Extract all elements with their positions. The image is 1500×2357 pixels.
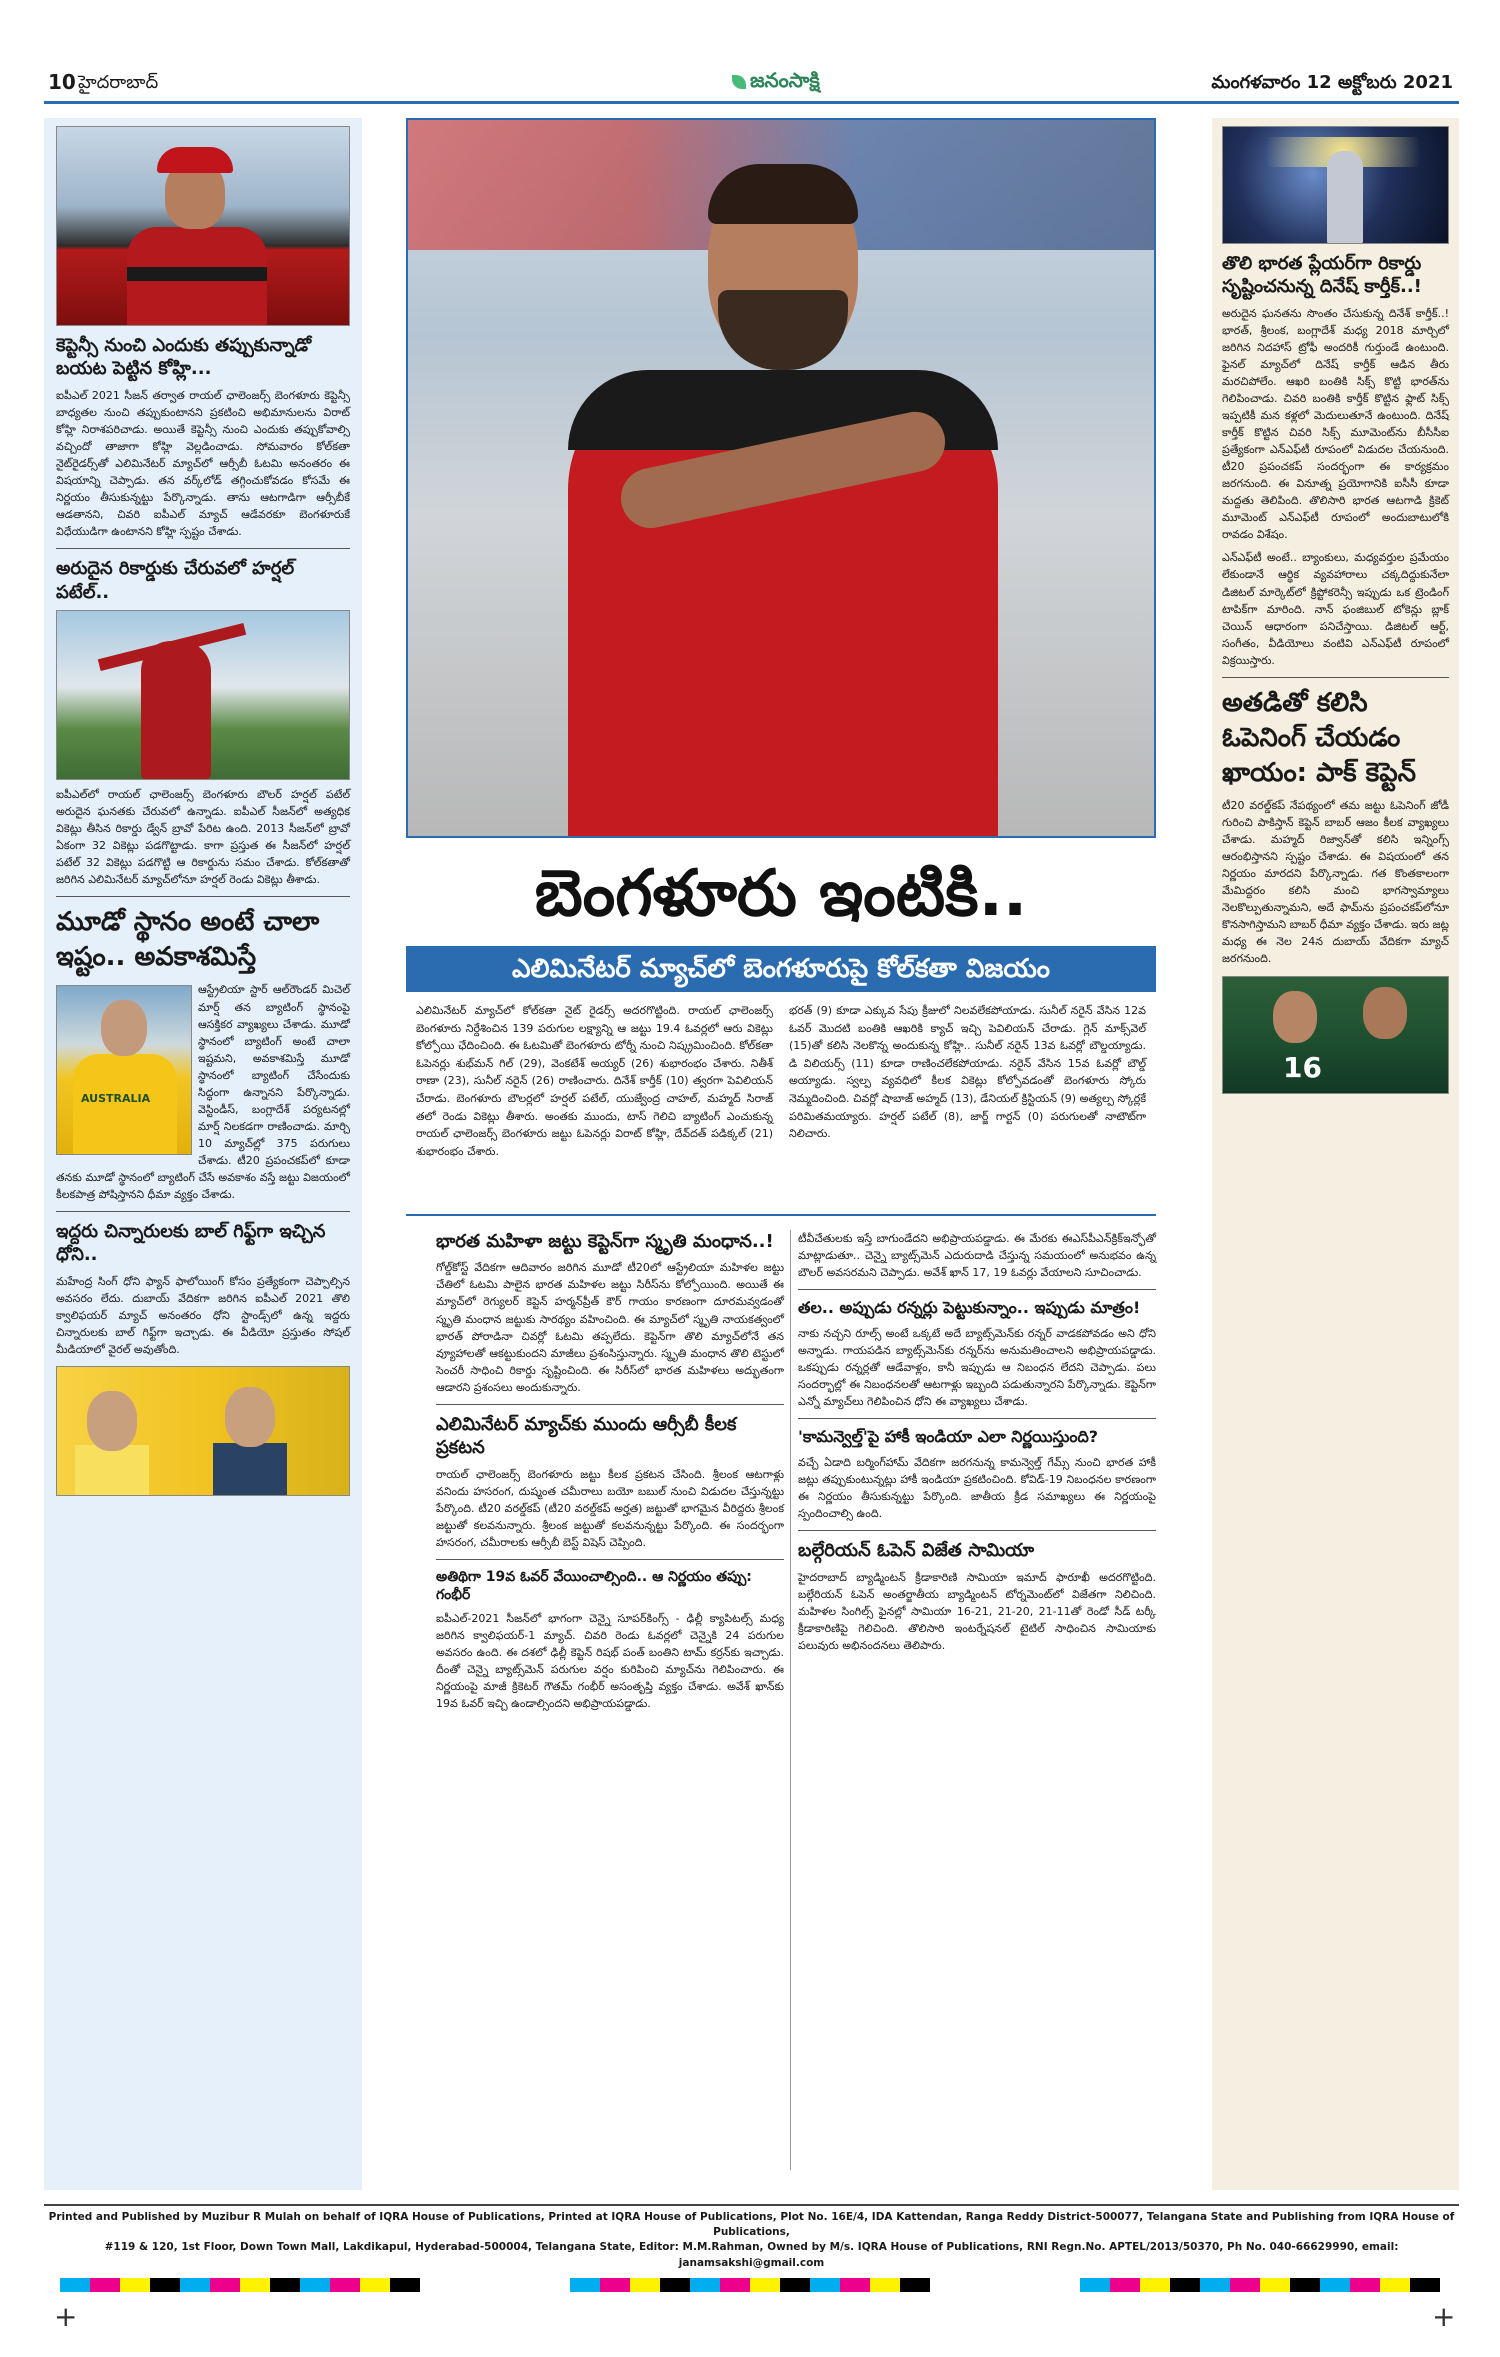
middle-left-column xyxy=(436,1230,784,2190)
harshal-article: ఐపీఎల్‌లో రాయల్ ఛాలెంజర్స్ బెంగళూరు బౌలర్ హర్షల్ పటేల్ అరుదైన ఘనతకు చేరువలో ఉన్నాడు. ఐపీఎల్ సీజన్‌లో అత్యధిక వికెట్లు తీసిన రికార్డు డ్వేన్ బ్రావో పేరిట ఉంది. 2013 సీజన్‌లో బ్రావో ఏకంగా 32 వికెట్లు పడగొట్టాడు. కాగా ప్రస్తుత ఈ సీజన్‌లో హర్షల్ పటేల్ 32 వికెట్లు పడగొట్టి ఆ రికార్డును సమం చేశాడు. కోల్‌కతాతో జరిగిన ఎలిమినేటర్ మ్యాచ్‌లోనూ హర్షల్ రెండు వికెట్లు తీశాడు. xyxy=(56,787,350,887)
imprint-line-1: Printed and Published by Muzibur R Mulah on behalf of IQRA House of Publications, Printed at IQRA House of Publications, Plot No. 16E/4, IDA Kattendan, Ranga Reddy District-500077, Telangana State and Publishing from IQRA House of Publications, xyxy=(48,2211,1455,2239)
edition-date: మంగళవారం 12 అక్టోబరు 2021 xyxy=(1211,72,1453,93)
divider xyxy=(436,1559,784,1560)
crop-mark-icon: + xyxy=(54,2300,78,2333)
kohli-photo xyxy=(56,126,350,326)
rules-article: నాకు నచ్చని రూల్స్ అంటే ఒక్కటే అదే బ్యాట్స్‌మెన్‌కు రన్నర్ వాడకపోవడం అని ధోని అన్నాడు. గాయపడిన బ్యాట్స్‌మెన్‌కు రన్నర్‌ను అనుమతించాలని అభిప్రాయపడ్డాడు. ఒకప్పుడు రన్నర్లతో ఆడేవాళ్లం, కానీ ఇప్పుడు ఆ నిబంధన లేదని చెప్పాడు. పలు సందర్భాల్లో ఈ నిబంధనలతో ఆటగాళ్లు ఇబ్బంది పడుతున్నారని పేర్కొన్నాడు. కెప్టెన్‌గా ఎన్నో మ్యాచ్‌లు గెలిపించిన ధోని ఈ వ్యాఖ్యలు చేశాడు. xyxy=(798,1326,1156,1409)
hero-article-col-1: ఎలిమినేటర్ మ్యాచ్‌లో కోల్‌కతా నైట్ రైడర్స్ అదరగొట్టింది. రాయల్ ఛాలెంజర్స్ బెంగళూరు నిర్దేశించిన 139 పరుగుల లక్ష్యాన్ని ఆ జట్టు 19.4 ఓవర్లలో ఆరు వికెట్లు కోల్పోయి ఛేదించింది. ఈ ఓటమితో బెంగళూరు టోర్నీ నుంచి నిష్క్రమించింది. కోల్‌కతా ఓపెనర్లు శుభ్‌మన్ గిల్ (29), వెంకటేశ్ అయ్యర్ (26) శుభారంభం చేశారు. నితీశ్ రాణా (23), సునీల్ నరైన్ (26) రాణించారు. దినేశ్ కార్తీక్ (10) త్వరగా పెవిలియన్ చేరాడు. బెంగళూరు బౌలర్లలో హర్షల్ పటేల్, యుజ్వేంద్ర చాహల్, మహ్మద్ సిరాజ్ తలో రెండు వికెట్లు తీశారు. అంతకు ముందు, టాస్ గెలిచి బ్యాటింగ్ ఎంచుకున్న రాయల్ ఛాలెంజర్స్ బెంగళూరు జట్టు ఓపెనర్లు విరాట్ కోహ్లి, దేవ్‌దత్ పడిక్కల్ (21) శుభారంభం చేశారు. xyxy=(416,1004,773,1158)
divider xyxy=(56,548,350,549)
gambhir-headline: అతిథిగా 19వ ఓవర్ వేయించాల్సింది.. ఆ నిర్ణయం తప్పు: గంభీర్ xyxy=(436,1568,752,1603)
harshal-headline: అరుదైన రికార్డుకు చేరువలో హర్షల్ పటేల్.. xyxy=(56,558,295,603)
divider xyxy=(798,1530,1156,1531)
marsh-article: ఆస్ట్రేలియా స్టార్ ఆల్‌రౌండర్ మిచెల్ మార్ష్ తన బ్యాటింగ్ స్థానంపై ఆసక్తికర వ్యాఖ్యలు చేశాడు. మూడో స్థానంలో బ్యాటింగ్ అంటే చాలా ఇష్టమని, అవకాశమిస్తే మూడో స్థానంలో బ్యాటింగ్ చేసేందుకు సిద్ధంగా ఉన్నానని పేర్కొన్నాడు. వెస్టిండీస్, బంగ్లాదేశ్ పర్యటనల్లో మార్ష్ నిలకడగా రాణించాడు. మార్చి 10 మ్యాచ్‌ల్లో 375 పరుగులు చేశాడు. టీ20 ప్రపంచకప్‌లో కూడా తనకు మూడో స్థానంలో బ్యాటింగ్ చేసే అవకాశం వస్తే జట్టు విజయంలో కీలకపాత్ర పోషిస్తానని ధీమా వ్యక్తం చేశాడు. xyxy=(56,983,350,1202)
pak-headline: అతడితో కలిసి ఓపెనింగ్ చేయడం ఖాయం: పాక్ కెప్టెన్ xyxy=(1222,687,1416,788)
leaf-icon xyxy=(732,75,746,89)
hockey-article: వచ్చే ఏడాది బర్మింగ్‌హామ్ వేదికగా జరగనున్న కామన్వెల్త్ గేమ్స్ నుంచి భారత హాకీ జట్లు తప్పుకుంటున్నట్లు హాకీ ఇండియా ప్రకటించింది. కోవిడ్-19 నిబంధనల కారణంగా ఈ నిర్ణయం తీసుకున్నట్టు పేర్కొంది. జాతీయ క్రీడ సమాఖ్యలు ఈ నిర్ణయంపై స్పందించాల్సి ఉంది. xyxy=(798,1455,1156,1521)
divider xyxy=(436,1404,784,1405)
rules-headline: తల.. అప్పుడు రన్నర్లు పెట్టుకున్నాం.. ఇప్పుడు మాత్రం! xyxy=(798,1298,1141,1318)
left-column xyxy=(44,118,362,2190)
pak-article: టీ20 వరల్డ్‌కప్ నేపథ్యంలో తమ జట్టు ఓపెనింగ్ జోడీ గురించి పాకిస్తాన్ కెప్టెన్ బాబర్ ఆజం కీలక వ్యాఖ్యలు చేశాడు. మహ్మద్ రిజ్వాన్‌తో కలిసి ఇన్నింగ్స్ ఆరంభిస్తానని స్పష్టం చేశాడు. ఈ విషయంలో తన నిర్ణయం మారదని పేర్కొన్నాడు. గత కొంతకాలంగా మేమిద్దరం కలిసి మంచి భాగస్వామ్యాలు నెలకొల్పుతున్నామని, అదే ఫామ్‌ను ప్రపంచకప్‌లోనూ కొనసాగిస్తామని బాబర్ ధీమా వ్యక్తం చేశాడు. ఇరు జట్ల మధ్య ఈ నెల 24న దుబాయ్ వేదికగా మ్యాచ్ జరగనుంది. xyxy=(1222,799,1449,966)
page-number: 10 xyxy=(48,70,76,94)
hero-subheadline: ఎలిమినేటర్ మ్యాచ్‌లో బెంగళూరుపై కోల్‌కతా విజయం xyxy=(406,946,1156,992)
divider xyxy=(1222,677,1449,678)
pak-photo xyxy=(1222,976,1449,1094)
hockey-headline: 'కామన్వెల్త్'పై హాకీ ఇండియా ఎలా నిర్ణయిస్తుంది? xyxy=(798,1427,1099,1447)
karthik-photo xyxy=(1222,126,1449,244)
column-divider xyxy=(790,1230,791,2170)
mandhana-headline: భారత మహిళా జట్టు కెప్టెన్‌గా స్మృతి మంధాన..! xyxy=(436,1231,774,1252)
rcb-headline: ఎలిమినేటర్ మ్యాచ్‌కు ముందు ఆర్సీబీ కీలక ప్రకటన xyxy=(436,1413,737,1459)
imprint-line-2: #119 & 120, 1st Floor, Down Town Mall, Lakdikapul, Hyderabad-500004, Telangana State, Editor: M.M.Rahman, Owned by M/s. IQRA House of Publications, RNI Regn.No. APTEL/2013/50370, Ph No. 040-66629990, email: janamsakshi@gmail.com xyxy=(104,2241,1399,2269)
karthik-headline: తొలి భారత ప్లేయర్‌గా రికార్డు సృష్టించనున్న దినేష్ కార్తీక్..! xyxy=(1222,253,1422,298)
avesh-article: టీవీచేతులకు ఇస్తే బాగుండేదని అభిప్రాయపడ్డాడు. ఈ మేరకు ఈఎస్‌పీఎన్‌క్రిక్‌ఇన్ఫోతో మాట్లాడుతూ.. చెన్నై బ్యాట్స్‌మెన్ ఎదురుదాడి చేస్తున్న సమయంలో అనుభవం ఉన్న బౌలర్ అవసరమని చెప్పాడు. అవేశ్ ఖాన్ 17, 19 ఓవర్లు వేయాలని సూచించాడు. xyxy=(798,1232,1156,1280)
color-registration-bar-center xyxy=(570,2278,930,2292)
dhoni-photo xyxy=(56,1366,350,1496)
divider xyxy=(56,896,350,897)
rcb-article: రాయల్ ఛాలెంజర్స్ బెంగళూరు జట్టు కీలక ప్రకటన చేసింది. శ్రీలంక ఆటగాళ్లు వనిందు హసరంగ, దుష్మంత చమీరాలు బయో బబుల్ నుంచి విడుదల చేస్తున్నట్టు పేర్కొంది. టీ20 వరల్డ్‌కప్ (టీ20 వరల్డ్‌కప్ అర్హత) జట్టుతో భాగమైన వీరిద్దరు శ్రీలంక జట్టుతో కలవనున్నారు. శ్రీలంక జట్టుతో కలవనున్నట్టు పేర్కొంది. ఈ సందర్భంగా హసరంగ, చమీరాలకు ఆర్సీబీ బెస్ట్ విషెస్ చెప్పింది. xyxy=(436,1467,784,1549)
imprint-footer xyxy=(44,2204,1459,2269)
newspaper-logo xyxy=(732,68,820,97)
dhoni-article: మహేంద్ర సింగ్ ధోని ఫ్యాన్ ఫాలోయింగ్ కోసం ప్రత్యేకంగా చెప్పాల్సిన అవసరం లేదు. దుబాయ్ వేదికగా జరిగిన ఐపీఎల్ 2021 తొలి క్వాలిఫయర్ మ్యాచ్ అనంతరం ధోని స్టాండ్స్‌లో ఉన్న ఇద్దరు చిన్నారులకు బాల్ గిఫ్ట్‌గా ఇచ్చాడు. ఈ వీడియో ప్రస్తుతం సోషల్ మీడియాలో వైరల్ అవుతోంది. xyxy=(56,1274,350,1357)
divider xyxy=(56,1211,350,1212)
kohli-headline: కెప్టెన్సీ నుంచి ఎందుకు తప్పుకున్నాడో బయట పెట్టిన కోహ్లి... xyxy=(56,335,312,380)
badminton-headline: బల్గేరియన్ ఓపెన్ విజేత సామియా xyxy=(798,1540,1035,1562)
divider xyxy=(798,1289,1156,1290)
divider xyxy=(798,1418,1156,1419)
marsh-photo xyxy=(56,985,192,1155)
karthik-article: అరుదైన ఘనతను సొంతం చేసుకున్న దినేశ్ కార్తీక్..! భారత్, శ్రీలంక, బంగ్లాదేశ్ మధ్య 2018 మార్చిలో జరిగిన నిదహాస్ ట్రోఫీ అందరికీ గుర్తుండే ఉంటుంది. ఫైనల్ మ్యాచ్‌లో దినేష్ కార్తీక్ ఆడిన తీరు మరచిపోలేం. ఆఖరి బంతికి సిక్స్ కొట్టి భారత్‌ను గెలిపించాడు. చివరి బంతికి కార్తీక్ కొట్టిన ఫ్లాట్ సిక్స్ ఇప్పటికీ మన కళ్లలో మెదులుతూనే ఉంటుంది. దినేష్ కార్తీక్ కొట్టిన చివరి సిక్స్ మూమెంట్‌ను బీసీసీఐ ప్రత్యేకంగా ఎన్‌ఎఫ్‌టీ రూపంలో విడుదల చేయనుంది. టీ20 ప్రపంచకప్ సందర్భంగా ఈ కార్యక్రమం జరగనుంది. ఈ వినూత్న ప్రయోగానికి ఐసీసీ కూడా మద్దతు తెలిపింది. తొలిసారి భారత ఆటగాడి క్రికెట్ మూమెంట్ ఎన్‌ఎఫ్‌టీ రూపంలో అందుబాటులోకి రావడం విశేషం. xyxy=(1222,306,1449,542)
harshal-photo xyxy=(56,610,350,780)
masthead xyxy=(44,66,1459,104)
hero-photo xyxy=(406,118,1156,838)
hero-article-col-2: భరత్ (9) కూడా ఎక్కువ సేపు క్రీజులో నిలవలేకపోయాడు. సునీల్ నరైన్ వేసిన 12వ ఓవర్ మొదటి బంతికి ఆఖరికి క్యాచ్ ఇచ్చి పెవిలియన్ చేరాడు. గ్లెన్ మాక్స్‌వెల్ (15)తో కలిసి నెలకొన్న అందుకున్న కోహ్లి.. సునీల్ నరైన్ 13వ ఓవర్లో బౌల్డయ్యాడు. డి విలియర్స్ (11) కూడా రాణించలేకపోయాడు. నరైన్ వేసిన 15వ ఓవర్లో బౌల్డ్ అయ్యాడు. స్వల్ప వ్యవధిలో కీలక వికెట్లు కోల్పోవడంతో బెంగళూరు స్కోరు నెమ్మదించింది. చివర్లో షాబాజ్ అహ్మద్ (13), డేనియల్ క్రిస్టియన్ (9) అత్యల్ప స్కోర్లకే పరిమితమయ్యారు. హర్షల్ పటేల్ (8), జార్జ్ గార్టన్ (0) పరుగులతో నాటౌట్‌గా నిలిచారు. xyxy=(789,1004,1146,1141)
dhoni-headline: ఇద్దరు చిన్నారులకు బాల్ గిఫ్ట్‌గా ఇచ్చిన ధోని.. xyxy=(56,1221,326,1266)
gambhir-article: ఐపీఎల్-2021 సీజన్‌లో భాగంగా చెన్నై సూపర్‌కింగ్స్ - ఢిల్లీ క్యాపిటల్స్ మధ్య జరిగిన క్వాలిఫయర్-1 మ్యాచ్. చివరి రెండు ఓవర్లలో చెన్నైకి 24 పరుగుల అవసరం ఉంది. ఈ దశలో ఢిల్లీ కెప్టెన్ రిషభ్ పంత్ బంతిని టామ్ కర్రన్‌కు ఇచ్చాడు. దీంతో చెన్నై బ్యాట్స్‌మెన్ పరుగుల వర్షం కురిపించి మ్యాచ్‌ను గెలిపించారు. ఈ నిర్ణయంపై మాజీ క్రికెటర్ గౌతమ్ గంభీర్ అసంతృప్తి వ్యక్తం చేశాడు. అవేశ్ ఖాన్‌కు 19వ ఓవర్ ఇచ్చి ఉండాల్సిందని అభిప్రాయపడ్డాడు. xyxy=(436,1612,784,1711)
color-registration-bar-left xyxy=(60,2278,420,2292)
crop-mark-icon: + xyxy=(1432,2300,1456,2333)
badminton-article: హైదరాబాద్ బ్యాడ్మింటన్ క్రీడాకారిణి సామియా ఇమాద్ ఫారూఖీ అదరగొట్టింది. బల్గేరియన్ ఓపెన్ అంతర్జాతీయ బ్యాడ్మింటన్ టోర్నమెంట్‌లో విజేతగా నిలిచింది. మహిళల సింగిల్స్ ఫైనల్లో సామియా 16-21, 21-20, 21-11తో రెండో సీడ్ టర్కీ క్రీడాకారిణిపై గెలిచింది. తొలిసారి ఇంటర్నేషనల్ టైటిల్ సాధించిన సామియాకు పలువురు అభినందనలు తెలిపారు. xyxy=(798,1570,1156,1652)
marsh-photo-text: AUSTRALIA xyxy=(81,1092,151,1106)
hero-article xyxy=(406,998,1156,1216)
jersey-number: 16 xyxy=(1283,1050,1322,1084)
right-column xyxy=(1212,118,1459,2190)
kohli-article: ఐపీఎల్ 2021 సీజన్ తర్వాత రాయల్ ఛాలెంజర్స్ బెంగళూరు కెప్టెన్సీ బాధ్యతల నుంచి తప్పుకుంటానని ప్రకటించి అభిమానులను విరాట్ కోహ్లి నిరాశపరిచాడు. అయితే కెప్టెన్సీ నుంచి ఎందుకు తప్పుకోవాల్సి వచ్చిందో తాజాగా కోహ్లి వెల్లడించాడు. సోమవారం కోల్‌కతా నైట్‌రైడర్స్‌తో ఎలిమినేటర్ మ్యాచ్‌లో ఆర్సీబీ ఓటమి అనంతరం ఈ విషయాన్ని చెప్పాడు. తన వర్క్‌లోడ్ తగ్గించుకోవడం కోసమే ఈ నిర్ణయం తీసుకున్నట్టు పేర్కొన్నాడు. తాను ఆటగాడిగా ఆర్సీబీకే ఆడతానని, చివరి ఐపీఎల్ మ్యాచ్ ఆడేవరకూ బెంగళూరుకే విధేయుడిగా ఉంటానని కోహ్లి స్పష్టం చేశాడు. xyxy=(56,388,350,539)
edition-city: హైదరాబాద్ xyxy=(78,72,159,93)
nft-article: ఎన్‌ఎఫ్‌టీ అంటే.. బ్యాంకులు, మధ్యవర్తుల ప్రమేయం లేకుండానే ఆర్థిక వ్యవహారాలు చక్కదిద్దుకునేలా డిజిటల్ మార్కెట్‌లో క్రిప్టోకరెన్సీ ఇప్పుడు ఒక ట్రెండింగ్ టాపిక్‌గా మారింది. నాన్ ఫంజిబుల్ టోకెన్లు బ్లాక్ చెయిన్ ఆధారంగా పనిచేస్తాయి. డిజిటల్ ఆర్ట్, సంగీతం, వీడియోలు వంటివి ఎన్‌ఎఫ్‌టీ రూపంలో విక్రయిస్తారు. xyxy=(1222,551,1449,667)
middle-right-column xyxy=(798,1230,1156,2190)
mandhana-article: గోల్డ్‌కోస్ట్ వేదికగా ఆదివారం జరిగిన మూడో టీ20లో ఆస్ట్రేలియా మహిళల జట్టు చేతిలో ఓటమి పాలైన భారత మహిళల జట్టు సిరీస్‌ను కోల్పోయింది. అయితే ఈ మ్యాచ్‌లో రెగ్యులర్ కెప్టెన్ హర్మన్‌ప్రీత్ కౌర్ గాయం కారణంగా దూరమవ్వడంతో స్మృతి మంధాన జట్టుకు సారథ్యం వహించింది. ఈ మ్యాచ్‌లో స్మృతి నాయకత్వంలో భారత్ పోరాడినా చివర్లో ఓటమి తప్పలేదు. కెప్టెన్‌గా తొలి మ్యాచ్‌లోనే తన వ్యూహాలతో ఆకట్టుకుందని మాజీలు ప్రశంసిస్తున్నారు. స్మృతి మంధాన తొలి టెస్టులో సెంచరీ సాధించి రికార్డు సృష్టించింది. ఈ సిరీస్‌లో భారత మహిళలు అద్భుతంగా ఆడారని ప్రశంసలు అందుకున్నారు. xyxy=(436,1261,784,1394)
marsh-headline: మూడో స్థానం అంటే చాలా ఇష్టం.. అవకాశమిస్తే xyxy=(56,907,320,973)
hero-headline: బెంగళూరు ఇంటికి.. xyxy=(534,857,1028,931)
color-registration-bar-right xyxy=(1080,2278,1440,2292)
logo-text: జనంసాక్షి xyxy=(750,68,820,92)
